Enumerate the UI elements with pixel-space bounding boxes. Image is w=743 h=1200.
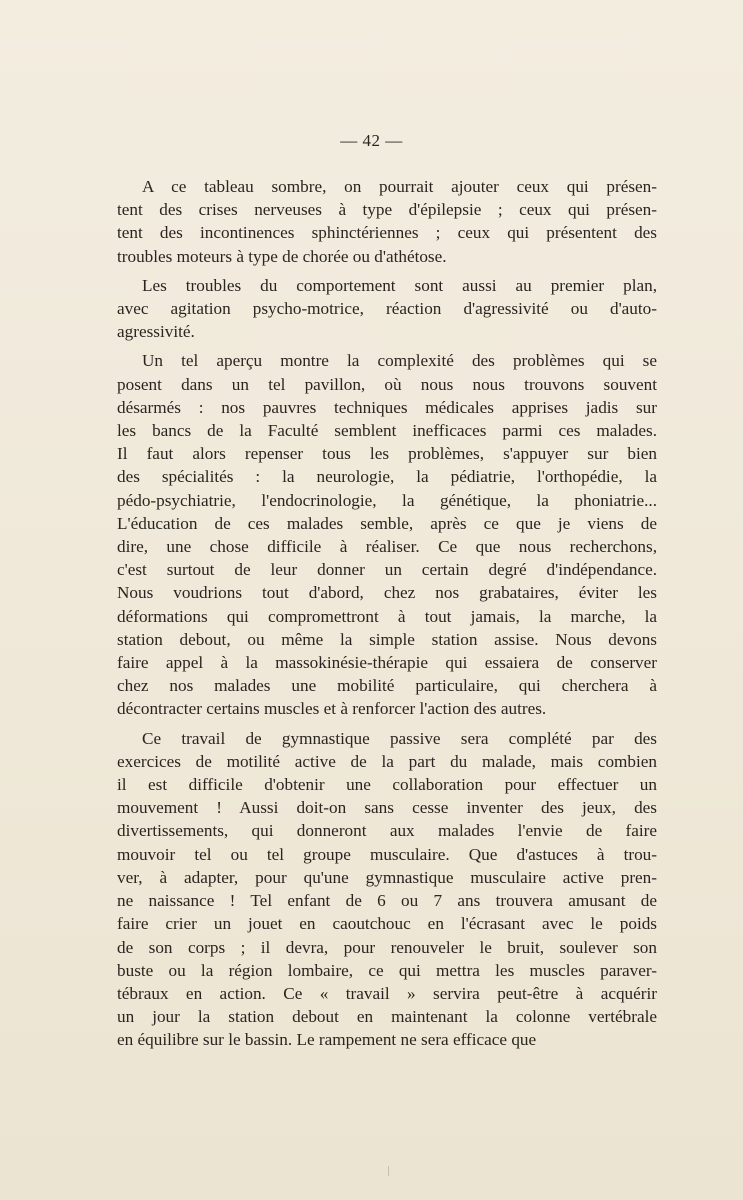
margin-mark [388, 1166, 389, 1176]
text-line: décontracter certains muscles et à renforcer l'action des autres. [117, 699, 547, 719]
text-line: A ce tableau sombre, on pourrait ajouter ceux qui présen- [142, 177, 657, 196]
text-line: c'est surtout de leur donner un certain degré d'indépendance. [117, 560, 657, 580]
text-line: agressivité. [117, 322, 195, 342]
text-line: tébraux en action. Ce « travail » servira peut-être à acquérir [117, 983, 657, 1003]
text-line: faire appel à la massokinésie-thérapie qui essaiera de conserver [117, 653, 657, 673]
paragraph [117, 727, 657, 1052]
text-line: L'éducation de ces malades semble, après ce que je viens de [117, 513, 657, 533]
paragraph [117, 349, 657, 720]
text-line: désarmés : nos pauvres techniques médicales apprises jadis sur [117, 397, 657, 417]
text-line: avec agitation psycho-motrice, réaction d'agressivité ou d'auto- [117, 299, 657, 319]
text-line: faire crier un jouet en caoutchouc en l'écrasant avec le poids [117, 914, 657, 934]
text-line: exercices de motilité active de la part du malade, mais combien [117, 751, 657, 771]
text-line: chez nos malades une mobilité particulaire, qui cherchera à [117, 676, 657, 696]
text-line: les bancs de la Faculté semblent inefficaces parmi ces malades. [117, 421, 657, 441]
text-line: il est difficile d'obtenir une collaboration pour effectuer un [117, 775, 657, 795]
text-line: déformations qui compromettront à tout jamais, la marche, la [117, 606, 657, 626]
text-line: Ce travail de gymnastique passive sera complété par des [142, 728, 657, 748]
text-line: en équilibre sur le bassin. Le rampement ne sera efficace que [117, 1030, 537, 1050]
text-line: buste ou la région lombaire, ce qui mettra les muscles paraver- [117, 960, 657, 980]
text-line: pédo-psychiatrie, l'endocrinologie, la génétique, la phoniatrie... [117, 490, 657, 510]
text-line: mouvement ! Aussi doit-on sans cesse inventer des jeux, des [117, 798, 657, 818]
paragraph [117, 274, 657, 344]
body-text [117, 175, 657, 1058]
text-line: tent des incontinences sphinctériennes ; ceux qui présentent des [117, 223, 657, 243]
text-line: de son corps ; il devra, pour renouveler le bruit, soulever son [117, 937, 657, 957]
text-line: Nous voudrions tout d'abord, chez nos grabataires, éviter les [117, 583, 657, 603]
paragraph [117, 175, 657, 268]
text-line: Les troubles du comportement sont aussi au premier plan, [142, 275, 657, 295]
text-line: dire, une chose difficile à réaliser. Ce que nous recherchons, [117, 537, 657, 557]
text-line: ver, à adapter, pour qu'une gymnastique musculaire active pren- [117, 867, 657, 887]
text-line: station debout, ou même la simple station assise. Nous devons [117, 629, 657, 649]
text-line: mouvoir tel ou tel groupe musculaire. Que d'astuces à trou- [117, 844, 657, 864]
text-line: Il faut alors repenser tous les problèmes, s'appuyer sur bien [117, 444, 657, 464]
text-line: troubles moteurs à type de chorée ou d'athétose. [117, 246, 447, 266]
text-line: divertissements, qui donneront aux malades l'envie de faire [117, 821, 657, 841]
page-number: — 42 — [340, 131, 403, 150]
text-line: posent dans un tel pavillon, où nous nous trouvons souvent [117, 374, 657, 394]
text-line: tent des crises nerveuses à type d'épilepsie ; ceux qui présen- [117, 200, 657, 220]
text-line: un jour la station debout en maintenant la colonne vertébrale [117, 1007, 657, 1027]
text-line: Un tel aperçu montre la complexité des problèmes qui se [142, 351, 657, 371]
text-line: des spécialités : la neurologie, la pédiatrie, l'orthopédie, la [117, 467, 657, 487]
text-line: ne naissance ! Tel enfant de 6 ou 7 ans trouvera amusant de [117, 891, 657, 911]
